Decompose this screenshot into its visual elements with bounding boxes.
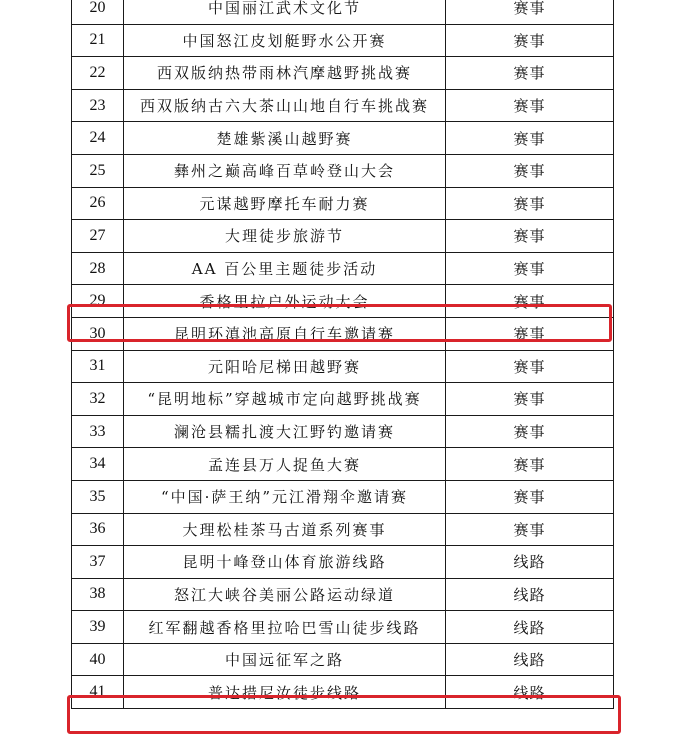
row-number-cell: 24	[72, 122, 124, 155]
item-type-cell: 赛事	[446, 24, 614, 57]
item-type-cell: 赛事	[446, 285, 614, 318]
row-number-cell: 27	[72, 220, 124, 253]
event-route-table	[71, 0, 614, 709]
item-name-cell: “昆明地标”穿越城市定向越野挑战赛	[124, 383, 446, 416]
item-name-cell: 中国怒江皮划艇野水公开赛	[124, 24, 446, 57]
table-row	[72, 154, 614, 187]
item-type-cell: 线路	[446, 546, 614, 579]
item-type-cell: 赛事	[446, 187, 614, 220]
table-row	[72, 415, 614, 448]
item-name-cell: 孟连县万人捉鱼大赛	[124, 448, 446, 481]
item-name-cell: 香格里拉户外运动大会	[124, 285, 446, 318]
item-type-cell: 赛事	[446, 480, 614, 513]
item-name-cell: 元阳哈尼梯田越野赛	[124, 350, 446, 383]
table-row	[72, 89, 614, 122]
row-number-cell: 39	[72, 611, 124, 644]
item-name-cell: AA 百公里主题徒步活动	[124, 252, 446, 285]
row-number-cell: 31	[72, 350, 124, 383]
item-name-cell: 楚雄紫溪山越野赛	[124, 122, 446, 155]
table-row	[72, 350, 614, 383]
row-number-cell: 36	[72, 513, 124, 546]
table-row	[72, 448, 614, 481]
item-type-cell: 赛事	[446, 0, 614, 24]
row-number-cell: 30	[72, 317, 124, 350]
row-number-cell: 28	[72, 252, 124, 285]
item-name-cell: 澜沧县糯扎渡大江野钓邀请赛	[124, 415, 446, 448]
table-row	[72, 546, 614, 579]
item-type-cell: 赛事	[446, 154, 614, 187]
table-row	[72, 643, 614, 676]
item-type-cell: 赛事	[446, 513, 614, 546]
table-row	[72, 220, 614, 253]
table-row	[72, 611, 614, 644]
item-type-cell: 线路	[446, 611, 614, 644]
item-name-cell: 中国丽江武术文化节	[124, 0, 446, 24]
row-number-cell: 21	[72, 24, 124, 57]
item-name-cell: 西双版纳古六大茶山山地自行车挑战赛	[124, 89, 446, 122]
item-type-cell: 赛事	[446, 57, 614, 90]
item-type-cell: 赛事	[446, 415, 614, 448]
item-type-cell: 赛事	[446, 122, 614, 155]
item-name-cell: 红军翻越香格里拉哈巴雪山徒步线路	[124, 611, 446, 644]
item-name-cell: 怒江大峡谷美丽公路运动绿道	[124, 578, 446, 611]
item-type-cell: 赛事	[446, 383, 614, 416]
item-type-cell: 赛事	[446, 89, 614, 122]
item-name-cell: 西双版纳热带雨林汽摩越野挑战赛	[124, 57, 446, 90]
row-number-cell: 40	[72, 643, 124, 676]
item-type-cell: 赛事	[446, 252, 614, 285]
table-row-highlighted	[72, 285, 614, 318]
row-number-cell: 20	[72, 0, 124, 24]
item-type-cell: 线路	[446, 578, 614, 611]
row-number-cell: 33	[72, 415, 124, 448]
item-name-cell: 彝州之巅高峰百草岭登山大会	[124, 154, 446, 187]
item-name-cell: 元谋越野摩托车耐力赛	[124, 187, 446, 220]
item-name-cell: 大理徒步旅游节	[124, 220, 446, 253]
table-row	[72, 578, 614, 611]
item-type-cell: 线路	[446, 676, 614, 709]
table-row	[72, 480, 614, 513]
row-number-cell: 35	[72, 480, 124, 513]
item-name-cell: 昆明环滇池高原自行车邀请赛	[124, 317, 446, 350]
row-number-cell: 25	[72, 154, 124, 187]
item-type-cell: 赛事	[446, 448, 614, 481]
table-row	[72, 252, 614, 285]
row-number-cell: 23	[72, 89, 124, 122]
table-row	[72, 0, 614, 24]
item-type-cell: 赛事	[446, 350, 614, 383]
item-name-cell: 大理松桂茶马古道系列赛事	[124, 513, 446, 546]
table-row	[72, 187, 614, 220]
table-row-highlighted	[72, 676, 614, 709]
table-row	[72, 24, 614, 57]
item-type-cell: 赛事	[446, 317, 614, 350]
table-row	[72, 122, 614, 155]
table-row	[72, 383, 614, 416]
item-type-cell: 赛事	[446, 220, 614, 253]
item-name-cell: “中国·萨王纳”元江滑翔伞邀请赛	[124, 480, 446, 513]
table-row	[72, 57, 614, 90]
item-name-cell: 中国远征军之路	[124, 643, 446, 676]
item-name-cell: 普达措尼汝徒步线路	[124, 676, 446, 709]
row-number-cell: 26	[72, 187, 124, 220]
row-number-cell: 34	[72, 448, 124, 481]
item-name-cell: 昆明十峰登山体育旅游线路	[124, 546, 446, 579]
row-number-cell: 38	[72, 578, 124, 611]
row-number-cell: 32	[72, 383, 124, 416]
table-row	[72, 513, 614, 546]
table-row	[72, 317, 614, 350]
row-number-cell: 29	[72, 285, 124, 318]
event-table-container	[71, 0, 613, 709]
row-number-cell: 37	[72, 546, 124, 579]
row-number-cell: 22	[72, 57, 124, 90]
item-type-cell: 线路	[446, 643, 614, 676]
row-number-cell: 41	[72, 676, 124, 709]
